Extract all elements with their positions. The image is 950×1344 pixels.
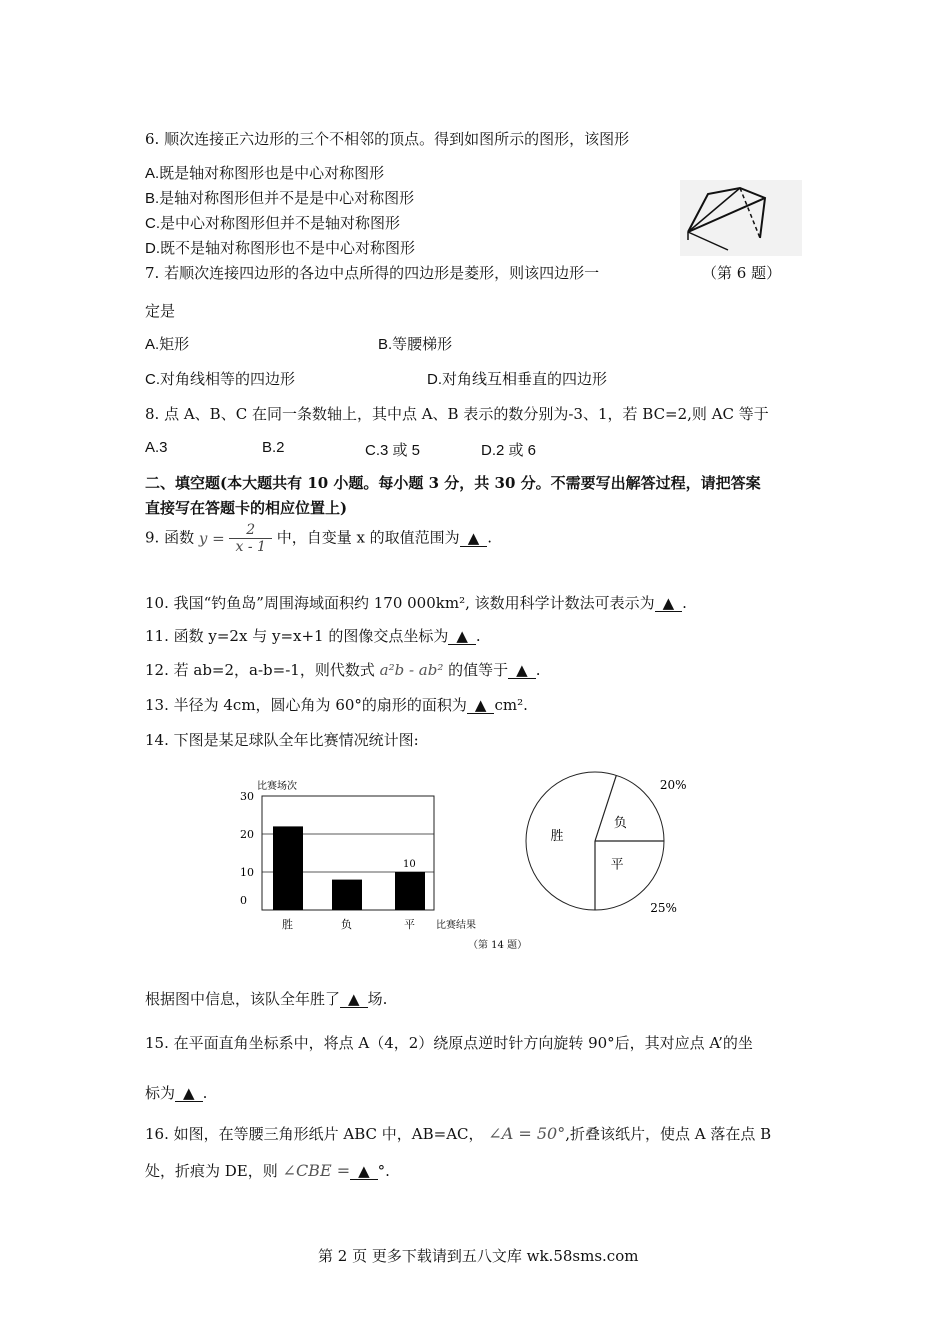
q14-pie-chart <box>515 770 715 940</box>
q16-line1-prefix: 16. 如图，在等腰三角形纸片 ABC 中，AB=AC， <box>145 1125 484 1143</box>
hexagon-figure <box>680 180 802 256</box>
bar-chart-title: 比赛场次 <box>257 781 297 792</box>
q9-prefix: 9. 函数 <box>145 528 195 547</box>
q11-prefix: 11. 函数 y=2x 与 y=x+1 的图像交点坐标为 <box>145 627 449 645</box>
q12-expression: a²b - ab² <box>379 661 444 679</box>
q9-answer-blank[interactable]: ▲ <box>460 530 488 547</box>
q8-option-a: A.3 <box>145 439 168 456</box>
q14-stem: 14. 下图是某足球队全年比赛情况统计图: <box>145 731 419 749</box>
q6-figure-caption: （第 6 题） <box>702 264 782 282</box>
q6-option-b: B.是轴对称图形但并不是是中心对称图形 <box>145 190 415 207</box>
q10-prefix: 10. 我国“钓鱼岛”周围海域面积约 170 000km², 该数用科学计数法可表示为 <box>145 594 655 612</box>
q13-end: cm². <box>494 696 528 714</box>
q12-answer-blank[interactable]: ▲ <box>508 662 536 679</box>
q16-angle-expression: ∠A = 50° <box>488 1124 566 1143</box>
pie-slice-label: 负 <box>613 816 627 832</box>
q8-option-d: D.2 或 6 <box>481 442 537 459</box>
q13-answer-blank[interactable]: ▲ <box>467 697 495 714</box>
q8-stem: 8. 点 A、B、C 在同一条数轴上，其中点 A、B 表示的数分别为-3、1，若 BC=2,则 AC 等于 <box>145 405 769 423</box>
q11-end: . <box>475 627 481 645</box>
q7-option-b: B.等腰梯形 <box>378 336 453 353</box>
q15-answer-blank[interactable]: ▲ <box>175 1085 203 1102</box>
q16-line1-suffix: ,折叠该纸片，使点 A 落在点 B <box>565 1125 772 1143</box>
q9-numerator: 2 <box>229 522 271 539</box>
q9 <box>145 522 492 555</box>
q15-line2-text: 标为 <box>145 1084 176 1102</box>
section2-heading-line1: 二、填空题(本大题共有 10 小题。每小题 3 分，共 30 分。不需要写出解答过程，请把答案 <box>145 474 761 492</box>
q14-after <box>145 988 387 1009</box>
page-footer: 第 2 页 更多下载请到五八文库 wk.58sms.com <box>318 1247 639 1265</box>
q16-line2 <box>145 1160 390 1181</box>
pie-slice-label: 平 <box>610 857 624 873</box>
q8-option-c: C.3 或 5 <box>365 442 421 459</box>
q16-angle2-expression: ∠CBE = <box>282 1161 351 1180</box>
q12-end: . <box>535 661 541 679</box>
q12 <box>145 659 540 680</box>
q7-option-a: A.矩形 <box>145 336 190 353</box>
q15-end: . <box>202 1084 208 1102</box>
q16-end: °. <box>377 1162 390 1180</box>
bar-xtick-label: 胜 <box>282 918 293 931</box>
q7-option-c: C.对角线相等的四边形 <box>145 371 296 388</box>
q9-fraction <box>229 522 271 555</box>
pie-slice-label: 胜 <box>550 829 564 845</box>
bar-chart-xlabel: 比赛结果 <box>436 920 476 931</box>
q16-answer-blank[interactable]: ▲ <box>350 1163 378 1180</box>
bar-data-label: 10 <box>403 859 416 870</box>
q13 <box>145 694 528 715</box>
q12-suffix: 的值等于 <box>448 661 509 679</box>
section2-heading-line2: 直接写在答题卡的相应位置上) <box>145 499 348 517</box>
q16-line1 <box>145 1123 771 1144</box>
q7-stem-line1: 7. 若顺次连接四边形的各边中点所得的四边形是菱形，则该四边形一 <box>145 264 600 282</box>
q7-option-d: D.对角线互相垂直的四边形 <box>427 371 608 388</box>
pie-percent-label: 20% <box>659 778 687 793</box>
q6-option-a: A.既是轴对称图形也是中心对称图形 <box>145 165 385 182</box>
q14-answer-blank[interactable]: ▲ <box>340 991 368 1008</box>
q14-after-end: 场. <box>367 990 388 1008</box>
q6-figure <box>680 180 802 256</box>
q6-option-c: C.是中心对称图形但并不是轴对称图形 <box>145 215 401 232</box>
bar-ytick-label: 20 <box>240 828 254 841</box>
q11-answer-blank[interactable]: ▲ <box>448 628 476 645</box>
bar-2 <box>395 872 425 910</box>
pie-percent-label: 25% <box>650 901 677 916</box>
q14-after-text: 根据图中信息，该队全年胜了 <box>145 990 341 1008</box>
bar-1 <box>332 880 362 910</box>
q10 <box>145 592 687 613</box>
q15-line1: 15. 在平面直角坐标系中，将点 A（4，2）绕原点逆时针方向旋转 90°后，其对应点 A’的坐 <box>145 1034 753 1052</box>
q9-suffix: 中，自变量 x 的取值范围为 <box>276 528 460 547</box>
q6-stem: 6. 顺次连接正六边形的三个不相邻的顶点。得到如图所示的图形，该图形 <box>145 130 630 148</box>
q9-denominator: x - 1 <box>235 539 266 555</box>
q10-answer-blank[interactable]: ▲ <box>655 595 683 612</box>
bar-0 <box>273 826 303 910</box>
q12-prefix: 12. 若 ab=2，a-b=-1，则代数式 <box>145 661 375 679</box>
bar-ytick-label: 0 <box>240 894 247 907</box>
q9-end: . <box>487 528 493 547</box>
bar-xtick-label: 平 <box>404 918 415 931</box>
q6-option-d: D.既不是轴对称图形也不是中心对称图形 <box>145 240 416 257</box>
bar-xtick-label: 负 <box>341 918 352 931</box>
q14-caption: （第 14 题） <box>468 940 528 951</box>
q15-line2 <box>145 1082 207 1103</box>
q10-end: . <box>682 594 687 612</box>
bar-ytick-label: 10 <box>240 866 254 879</box>
q9-lhs: y = <box>198 529 225 548</box>
q8-option-b: B.2 <box>262 439 285 456</box>
q7-stem-line2: 定是 <box>145 302 176 320</box>
q13-prefix: 13. 半径为 4cm，圆心角为 60°的扇形的面积为 <box>145 696 467 714</box>
bar-ytick-label: 30 <box>240 790 254 803</box>
q11 <box>145 625 481 646</box>
q14-bar-chart <box>228 772 488 942</box>
q16-line2-prefix: 处，折痕为 DE，则 <box>145 1162 278 1180</box>
